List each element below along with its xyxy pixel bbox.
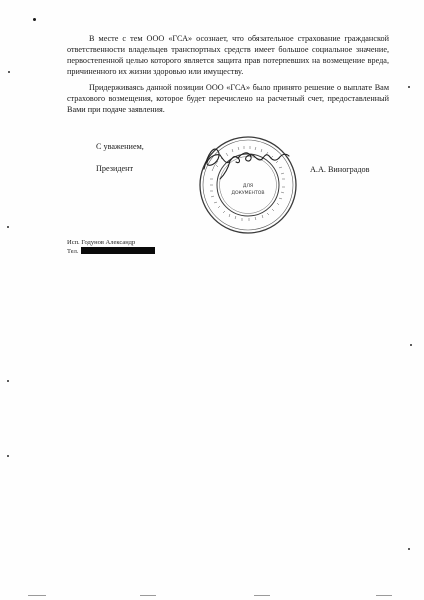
executor-note: Исп. Годунов Александр (67, 239, 136, 246)
stamp-center-text-line2: ДОКУМЕНТОВ (231, 191, 265, 196)
scan-speck (7, 226, 9, 228)
closing-salutation: С уважением, (96, 142, 144, 151)
scan-edge-mark (254, 595, 270, 596)
scan-edge-mark (376, 595, 392, 596)
scan-edge-mark (140, 595, 156, 596)
stamp-center-text-line1: ДЛЯ (242, 184, 254, 189)
body-paragraph-1: В месте с тем ООО «ГСА» осознает, что обязательное страхование гражданской ответственности владельцев транспортных средств имеет большое социальное значение, первостепенной целью которого является защита прав потерпевших на возмещение вреда, причиненного их жизни здоровью или имуществу. (67, 34, 389, 76)
company-stamp-with-signature (194, 131, 302, 239)
phone-label: Тел. (67, 248, 79, 255)
phone-line (67, 247, 155, 256)
signatory-title: Президент (96, 164, 134, 173)
scan-speck (410, 344, 412, 346)
scan-edge-mark (28, 595, 46, 596)
scan-speck (7, 380, 9, 382)
handwritten-signature (204, 149, 289, 179)
redacted-phone-bar (81, 247, 155, 254)
scan-speck (33, 18, 36, 21)
scan-speck (408, 86, 410, 88)
body-paragraph-2: Придерживаясь данной позиции ООО «ГСА» было принято решение о выплате Вам страхового возмещения, которое будет перечислено на расчетный счет, предоставленный Вами при подаче заявления. (67, 83, 389, 114)
scan-speck (8, 71, 10, 73)
scan-speck (7, 455, 9, 457)
signatory-name: А.А. Виноградов (310, 165, 370, 174)
scan-speck (408, 548, 410, 550)
